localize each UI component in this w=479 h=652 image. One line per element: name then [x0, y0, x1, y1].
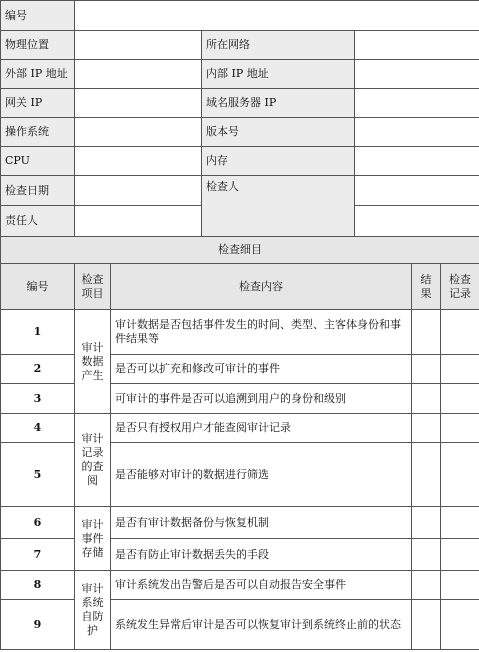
record-cell[interactable] [441, 355, 479, 384]
row-num: 5 [1, 443, 75, 507]
internal-ip-value[interactable] [355, 60, 479, 89]
row-content: 是否只有授权用户才能查阅审计记录 [111, 414, 412, 443]
result-cell[interactable] [412, 443, 441, 507]
owner-value[interactable] [75, 206, 202, 237]
record-cell[interactable] [441, 414, 479, 443]
owner-label: 责任人 [1, 206, 75, 237]
header-record: 检查记录 [441, 264, 479, 310]
os-value[interactable] [75, 118, 202, 147]
cpu-label: CPU [1, 147, 75, 176]
location-label: 物理位置 [1, 31, 75, 60]
row-content: 是否可以扩充和修改可审计的事件 [111, 355, 412, 384]
basic-info-table [0, 0, 479, 237]
network-label: 所在网络 [202, 31, 355, 60]
result-cell[interactable] [412, 571, 441, 600]
group-label: 审计数据产生 [75, 310, 111, 414]
gateway-ip-value[interactable] [75, 89, 202, 118]
result-cell[interactable] [412, 414, 441, 443]
row-content: 可审计的事件是否可以追溯到用户的身份和级别 [111, 384, 412, 414]
network-value[interactable] [355, 31, 479, 60]
result-cell[interactable] [412, 507, 441, 539]
header-result: 结果 [412, 264, 441, 310]
os-label: 操作系统 [1, 118, 75, 147]
check-detail-table [0, 236, 479, 650]
record-cell[interactable] [441, 539, 479, 571]
record-cell[interactable] [441, 443, 479, 507]
row-num: 2 [1, 355, 75, 384]
group-label: 审计系统自防护 [75, 571, 111, 650]
header-content: 检查内容 [111, 264, 412, 310]
record-cell[interactable] [441, 571, 479, 600]
external-ip-value[interactable] [75, 60, 202, 89]
dns-server-ip-label: 域名服务器 IP [202, 89, 355, 118]
row-content: 系统发生异常后审计是否可以恢复审计到系统终止前的状态 [111, 600, 412, 650]
row-content: 是否能够对审计的数据进行筛选 [111, 443, 412, 507]
row-num: 9 [1, 600, 75, 650]
owner-extra-value[interactable] [355, 206, 479, 237]
inspector-value[interactable] [355, 176, 479, 206]
serial-label: 编号 [1, 1, 75, 31]
external-ip-label: 外部 IP 地址 [1, 60, 75, 89]
memory-label: 内存 [202, 147, 355, 176]
detail-title: 检查细目 [1, 237, 479, 264]
row-num: 4 [1, 414, 75, 443]
row-content: 审计系统发出告警后是否可以自动报告安全事件 [111, 571, 412, 600]
inspector-label: 检查人 [202, 176, 355, 237]
memory-value[interactable] [355, 147, 479, 176]
result-cell[interactable] [412, 384, 441, 414]
location-value[interactable] [75, 31, 202, 60]
version-label: 版本号 [202, 118, 355, 147]
result-cell[interactable] [412, 310, 441, 355]
group-label: 审计记录的查阅 [75, 414, 111, 507]
row-num: 7 [1, 539, 75, 571]
row-content: 是否有审计数据备份与恢复机制 [111, 507, 412, 539]
row-num: 1 [1, 310, 75, 355]
record-cell[interactable] [441, 507, 479, 539]
version-value[interactable] [355, 118, 479, 147]
header-num: 编号 [1, 264, 75, 310]
row-num: 3 [1, 384, 75, 414]
result-cell[interactable] [412, 600, 441, 650]
check-date-label: 检查日期 [1, 176, 75, 206]
row-num: 6 [1, 507, 75, 539]
header-item: 检查项目 [75, 264, 111, 310]
row-content: 是否有防止审计数据丢失的手段 [111, 539, 412, 571]
row-content: 审计数据是否包括事件发生的时间、类型、主客体身份和事件结果等 [111, 310, 412, 355]
dns-server-ip-value[interactable] [355, 89, 479, 118]
result-cell[interactable] [412, 539, 441, 571]
group-label: 审计事件存储 [75, 507, 111, 571]
check-date-value[interactable] [75, 176, 202, 206]
internal-ip-label: 内部 IP 地址 [202, 60, 355, 89]
row-num: 8 [1, 571, 75, 600]
gateway-ip-label: 网关 IP [1, 89, 75, 118]
result-cell[interactable] [412, 355, 441, 384]
record-cell[interactable] [441, 384, 479, 414]
serial-value[interactable] [75, 1, 479, 31]
record-cell[interactable] [441, 600, 479, 650]
cpu-value[interactable] [75, 147, 202, 176]
record-cell[interactable] [441, 310, 479, 355]
